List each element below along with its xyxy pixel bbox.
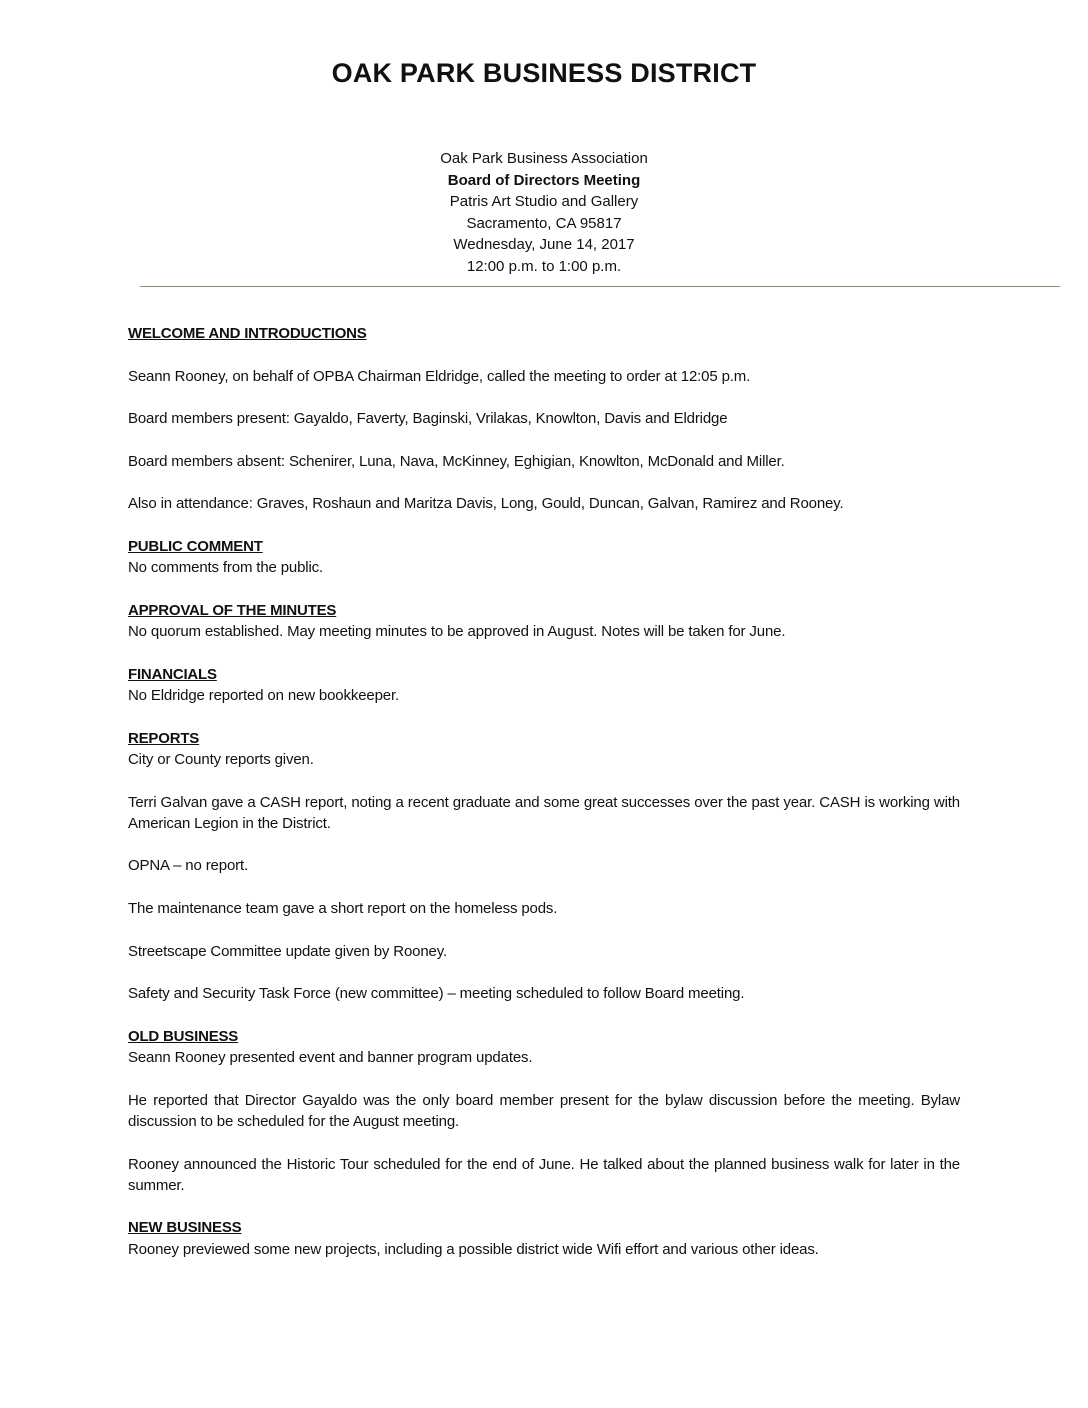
paragraph: Board members present: Gayaldo, Faverty, Baginski, Vrilakas, Knowlton, Davis and Eldridge [128,410,728,428]
meeting-venue: Patris Art Studio and Gallery [449,193,639,210]
section-new-business [128,1217,960,1260]
paragraph: He reported that Director Gayaldo was the only board member present for the bylaw discussion before the meeting. Bylaw discussion to be scheduled for the August meeting. [128,1091,960,1130]
section-heading: FINANCIALS [128,665,217,683]
paragraph: The maintenance team gave a short report on the homeless pods. [128,900,558,918]
paragraph: Board members absent: Schenirer, Luna, Nava, McKinney, Eghigian, Knowlton, McDonald and Miller. [128,452,785,470]
section-reports [128,728,960,1005]
section-old-business [128,1026,960,1196]
section-heading: PUBLIC COMMENT [128,537,263,555]
header-divider [140,286,1060,287]
paragraph: No Eldridge reported on new bookkeeper. [128,687,399,705]
section-heading: WELCOME AND INTRODUCTIONS [128,325,367,342]
spacer [128,344,960,365]
paragraph: Also in attendance: Graves, Roshaun and Maritza Davis, Long, Gould, Duncan, Galvan, Ramirez and Rooney. [128,495,844,513]
section-heading: REPORTS [128,729,200,747]
meeting-header [0,148,1088,277]
minutes-body [128,323,960,1281]
section-public-comment [128,536,960,579]
paragraph: OPNA – no report. [128,857,249,875]
section-welcome [128,323,960,515]
meeting-type: Board of Directors Meeting [447,171,641,189]
paragraph: Safety and Security Task Force (new committee) – meeting scheduled to follow Board meeting. [128,985,745,1003]
paragraph: Rooney announced the Historic Tour scheduled for the end of June. He talked about the planned business walk for later in the summer. [128,1155,960,1194]
meeting-location: Sacramento, CA 95817 [466,214,622,232]
paragraph: City or County reports given. [128,750,314,768]
section-heading: APPROVAL OF THE MINUTES [128,601,337,619]
paragraph: No quorum established. May meeting minutes to be approved in August. Notes will be taken for June. [128,623,786,641]
paragraph: Seann Rooney, on behalf of OPBA Chairman Eldridge, called the meeting to order at 12:05 p.m. [128,367,751,385]
meeting-date: Wednesday, June 14, 2017 [453,236,635,253]
paragraph: Streetscape Committee update given by Rooney. [128,942,447,960]
paragraph: Rooney previewed some new projects, including a possible district wide Wifi effort and various other ideas. [128,1240,819,1258]
section-heading: NEW BUSINESS [128,1219,242,1237]
section-approval-of-minutes [128,600,960,643]
document-title: OAK PARK BUSINESS DISTRICT [331,58,757,88]
paragraph: Terri Galvan gave a CASH report, noting a recent graduate and some great successes over the past year. CASH is working with American Legion in the District. [128,793,960,832]
organization-name: Oak Park Business Association [440,150,648,167]
section-financials [128,664,960,707]
meeting-time: 12:00 p.m. to 1:00 p.m. [466,257,622,275]
section-heading: OLD BUSINESS [128,1027,239,1045]
paragraph: No comments from the public. [128,559,324,577]
paragraph: Seann Rooney presented event and banner program updates. [128,1049,533,1067]
